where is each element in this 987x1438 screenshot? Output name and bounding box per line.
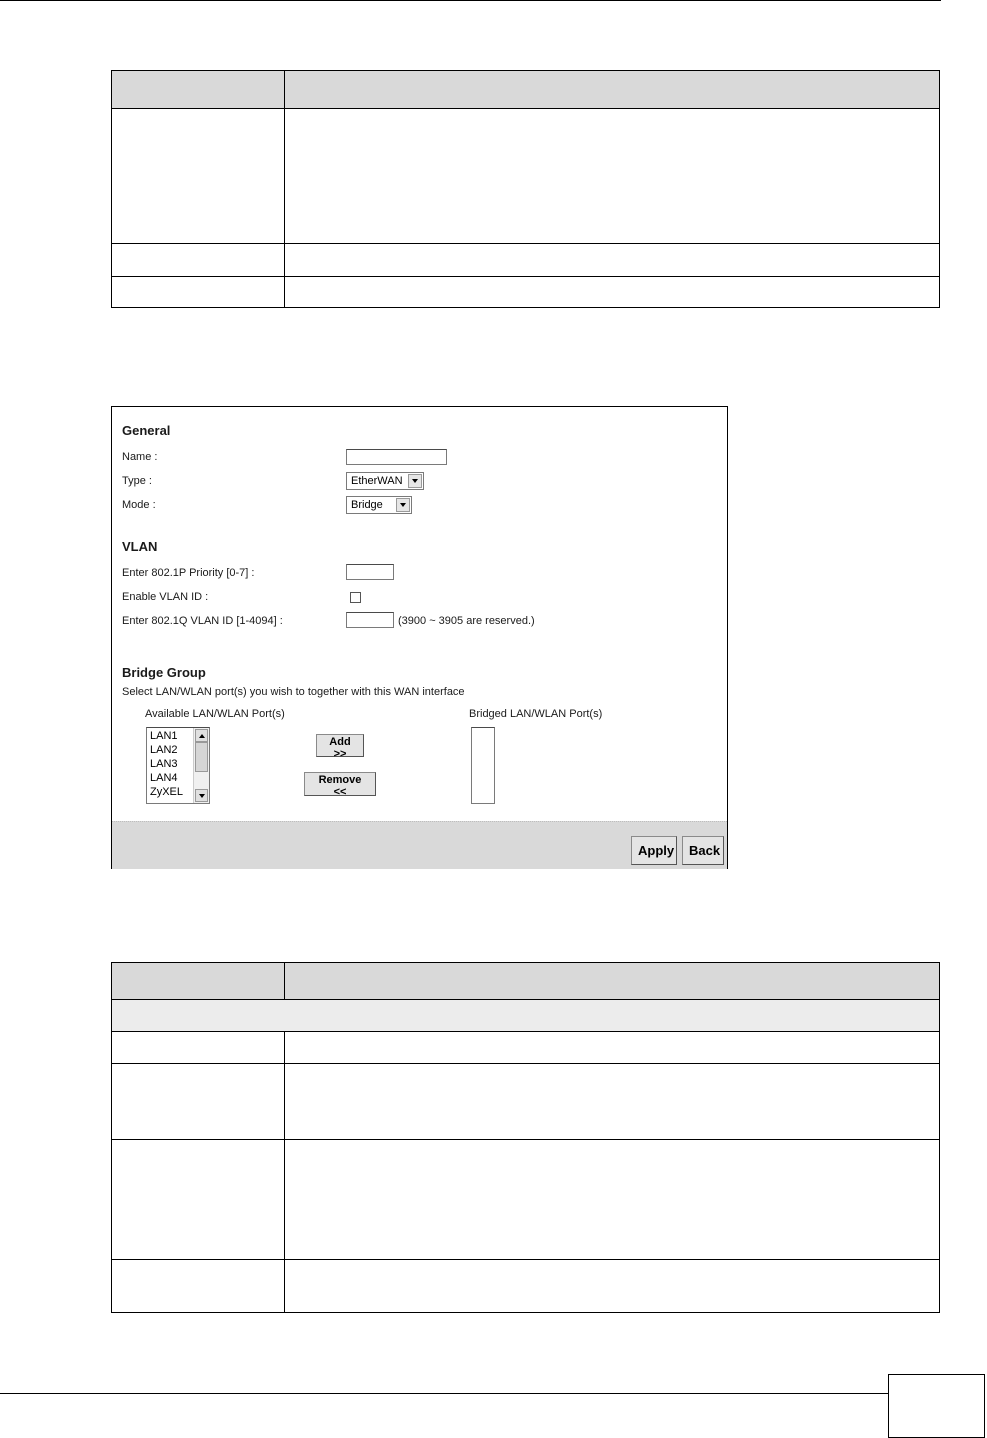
chevron-down-icon[interactable] (408, 474, 422, 488)
type-select-value: EtherWAN (351, 475, 403, 487)
back-button[interactable]: Back (682, 836, 724, 865)
table-header-cell (112, 71, 285, 109)
table-row (112, 244, 940, 277)
table-cell (285, 1032, 940, 1064)
type-select[interactable] (346, 472, 424, 490)
priority-input[interactable] (346, 564, 394, 580)
general-section-title: General (122, 423, 171, 438)
page-bottom-rule (0, 1393, 888, 1394)
table-cell (112, 109, 285, 244)
table-header-cell (112, 963, 285, 1000)
table-cell (285, 109, 940, 244)
list-item[interactable]: ZyXEL (150, 786, 184, 798)
mode-label: Mode : (122, 499, 156, 511)
table-bottom (111, 962, 940, 1313)
table-cell (112, 1140, 285, 1260)
name-label: Name : (122, 451, 158, 463)
type-label: Type : (122, 475, 152, 487)
panel-footer (112, 821, 727, 869)
vlan-id-note: (3900 ~ 3905 are reserved.) (398, 615, 535, 627)
enable-vlan-label: Enable VLAN ID : (122, 591, 209, 603)
table-header-cell (285, 71, 940, 109)
table-row (112, 109, 940, 244)
mode-select-value: Bridge (351, 499, 383, 511)
page-top-rule (0, 0, 941, 1)
vlan-section-title: VLAN (122, 539, 158, 554)
table-top (111, 70, 940, 308)
table-row (112, 1032, 940, 1064)
table-cell (285, 1260, 940, 1313)
vlan-id-input[interactable] (346, 612, 394, 628)
table-row (112, 277, 940, 308)
enable-vlan-checkbox[interactable] (350, 592, 361, 603)
list-item[interactable]: LAN2 (150, 744, 178, 756)
table-row (112, 1064, 940, 1140)
table-cell (112, 1000, 940, 1032)
table-cell (112, 1032, 285, 1064)
page-number-box (888, 1374, 985, 1438)
table-cell (112, 1064, 285, 1140)
table-section-row (112, 1000, 940, 1032)
table-header-row (112, 963, 940, 1000)
bridge-section-title: Bridge Group (122, 665, 206, 680)
table-header-row (112, 71, 940, 109)
table-cell (112, 277, 285, 308)
list-item[interactable]: LAN4 (150, 772, 178, 784)
bridged-ports-label: Bridged LAN/WLAN Port(s) (469, 708, 603, 720)
table-header-cell (285, 963, 940, 1000)
available-ports-list[interactable] (146, 727, 210, 804)
table-cell (285, 277, 940, 308)
priority-label: Enter 802.1P Priority [0-7] : (122, 567, 255, 579)
list-item[interactable]: LAN1 (150, 730, 178, 742)
table-cell (285, 244, 940, 277)
table-cell (285, 1064, 940, 1140)
available-ports-label: Available LAN/WLAN Port(s) (145, 708, 285, 720)
bridged-ports-list[interactable] (471, 727, 495, 804)
chevron-down-icon[interactable] (396, 498, 410, 512)
list-item[interactable]: LAN3 (150, 758, 178, 770)
wan-bridge-config-panel (111, 406, 728, 869)
available-ports-scrollbar[interactable] (193, 728, 209, 803)
add-button[interactable]: Add >> (316, 734, 364, 757)
scroll-thumb[interactable] (195, 742, 208, 772)
remove-button[interactable]: Remove << (304, 772, 376, 796)
table-row (112, 1140, 940, 1260)
table-cell (112, 1260, 285, 1313)
name-input[interactable] (346, 449, 447, 465)
vlan-id-label: Enter 802.1Q VLAN ID [1-4094] : (122, 615, 283, 627)
table-cell (285, 1140, 940, 1260)
scroll-down-icon[interactable] (195, 789, 208, 802)
scroll-up-icon[interactable] (195, 729, 208, 742)
mode-select[interactable] (346, 496, 412, 514)
table-row (112, 1260, 940, 1313)
bridge-description: Select LAN/WLAN port(s) you wish to together with this WAN interface (122, 686, 465, 698)
apply-button[interactable]: Apply (631, 836, 677, 865)
table-cell (112, 244, 285, 277)
